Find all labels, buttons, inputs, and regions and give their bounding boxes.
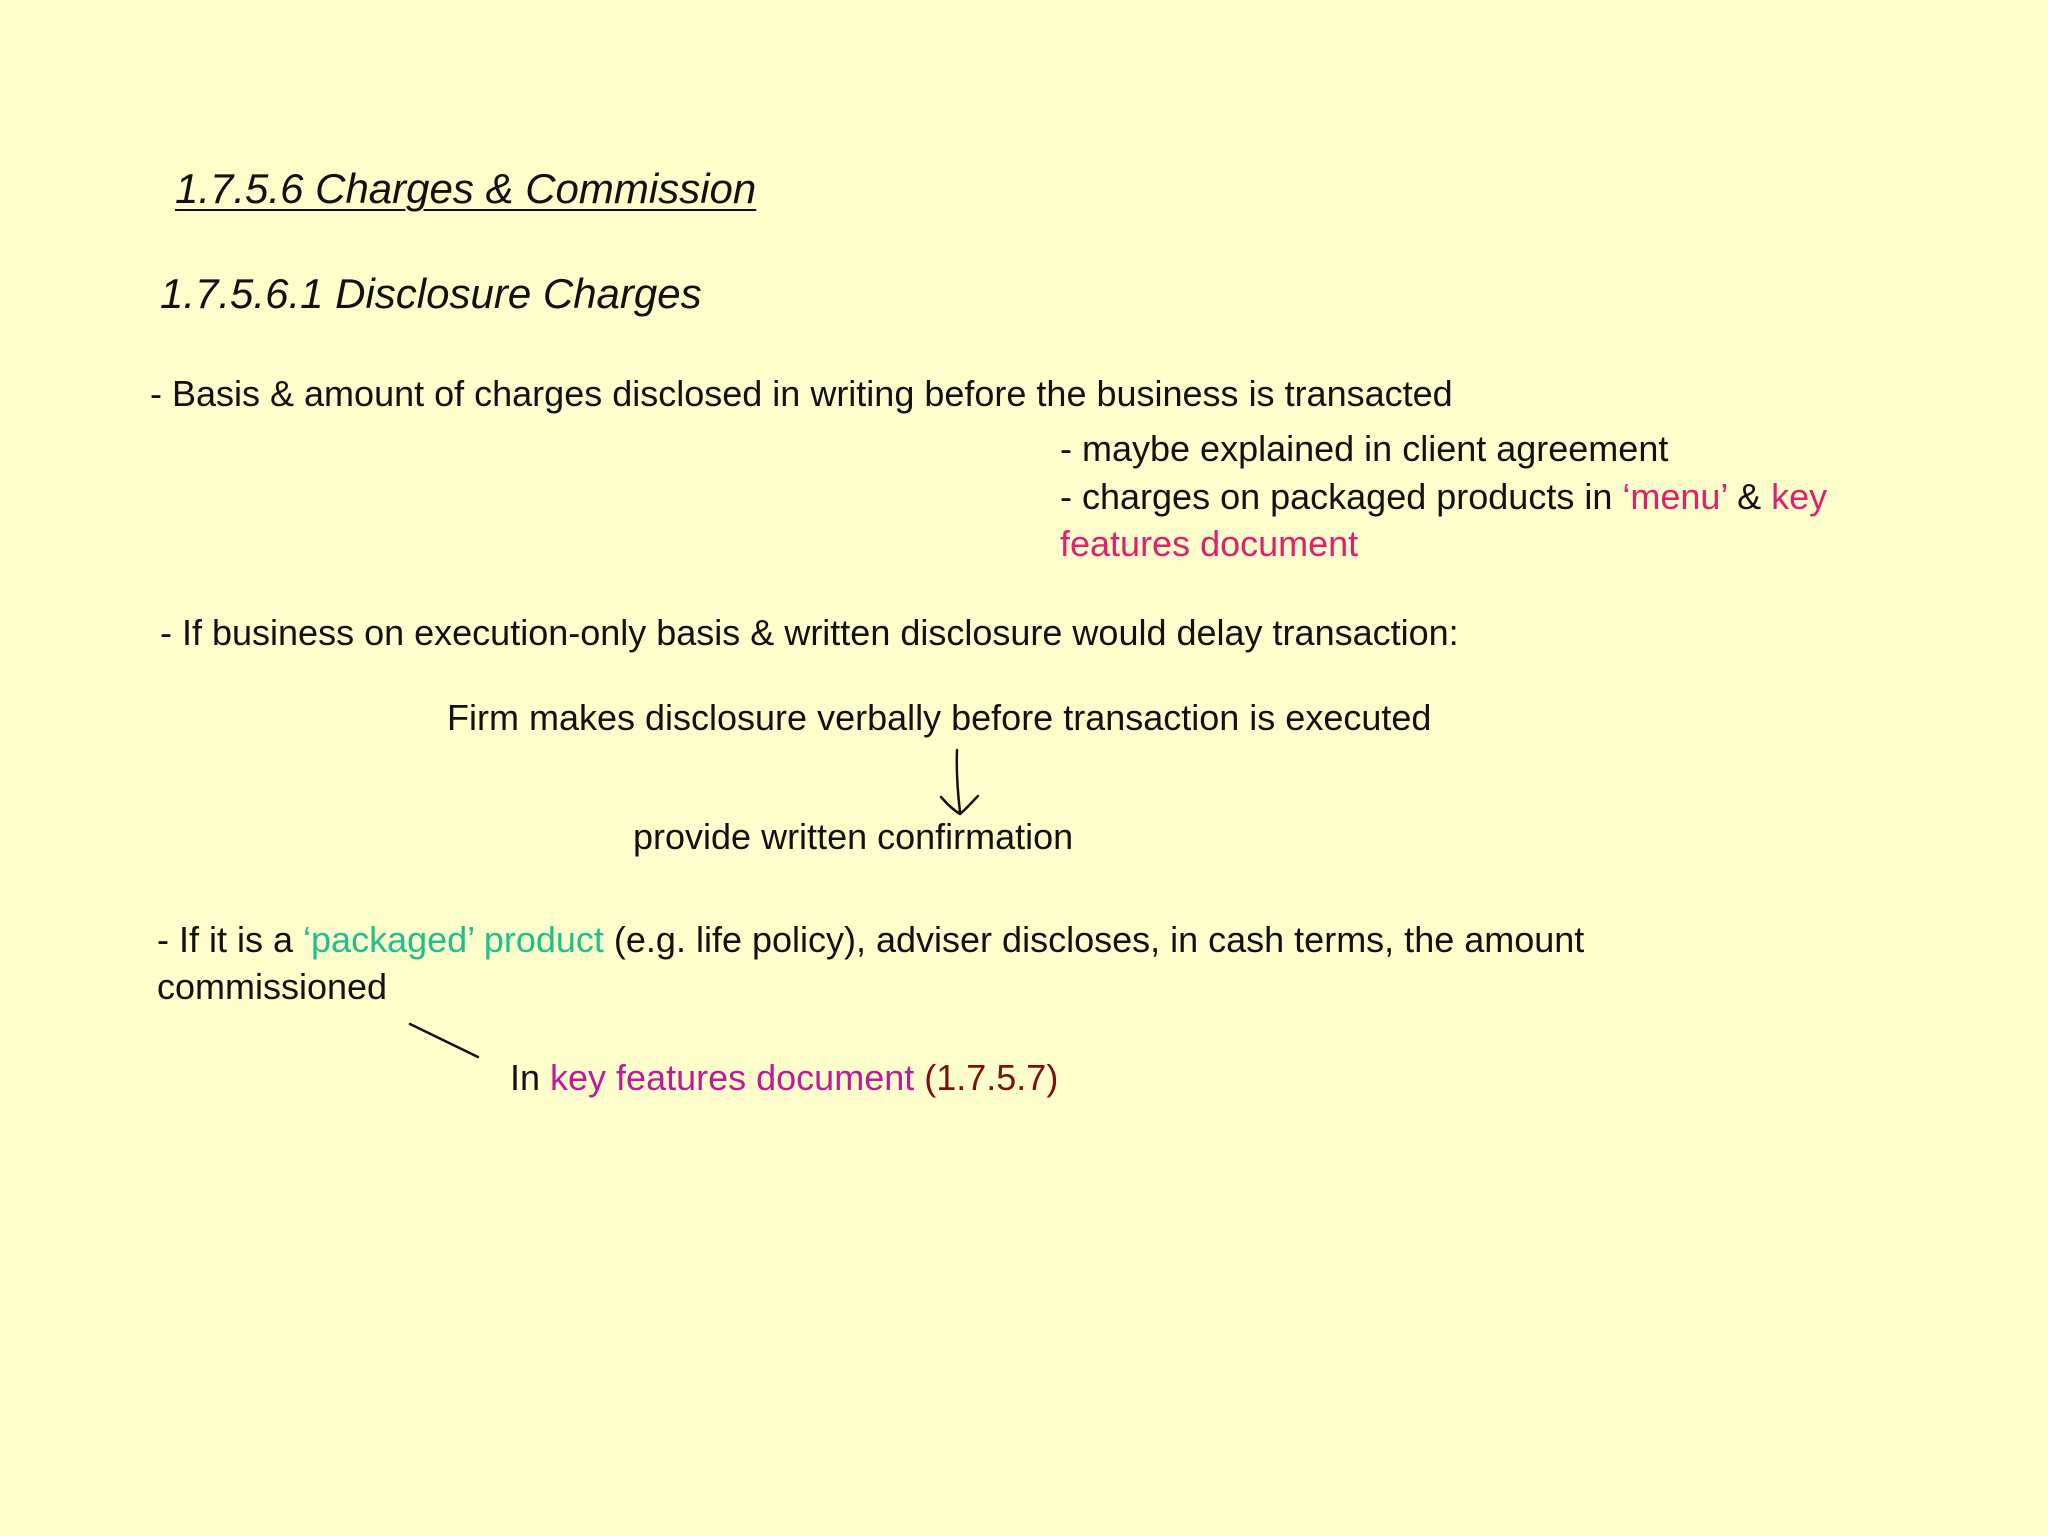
sub-point-packaged-products [1060,476,1827,518]
point-packaged-prefix: - If it is a [157,919,304,960]
connector-line [410,1024,478,1057]
section-subtitle: 1.7.5.6.1 Disclosure Charges [160,270,702,317]
key-features-note [510,1057,1058,1099]
menu-term: ‘menu’ [1622,476,1728,517]
section-reference: (1.7.5.7) [914,1057,1059,1098]
written-confirmation-text: provide written confirmation [633,816,1074,857]
down-arrow-shaft [957,750,960,812]
point-charges-basis: - Basis & amount of charges disclosed in writing before the business is transacted [150,373,1453,414]
key-features-document-term: key features document [550,1057,915,1098]
page-title: 1.7.5.6 Charges & Commission [175,165,757,212]
point-execution-only: - If business on execution-only basis & written disclosure would delay transaction: [160,612,1459,653]
point-packaged-rest: (e.g. life policy), adviser discloses, in cash terms, the amount [603,919,1585,960]
commissioned-text: commissioned [157,966,388,1007]
features-document-term: features document [1060,523,1359,564]
packaged-product-term: ‘packaged’ product [303,919,604,960]
sub-point-packaged-prefix: - charges on packaged products in [1060,476,1623,517]
point-packaged-product [157,919,1584,961]
ampersand: & [1727,476,1772,517]
key-features-note-prefix: In [510,1057,551,1098]
key-term: key [1771,476,1828,517]
down-arrow-icon [941,796,978,814]
sub-point-client-agreement: - maybe explained in client agreement [1060,428,1669,469]
verbal-disclosure-text: Firm makes disclosure verbally before transaction is executed [447,697,1432,738]
